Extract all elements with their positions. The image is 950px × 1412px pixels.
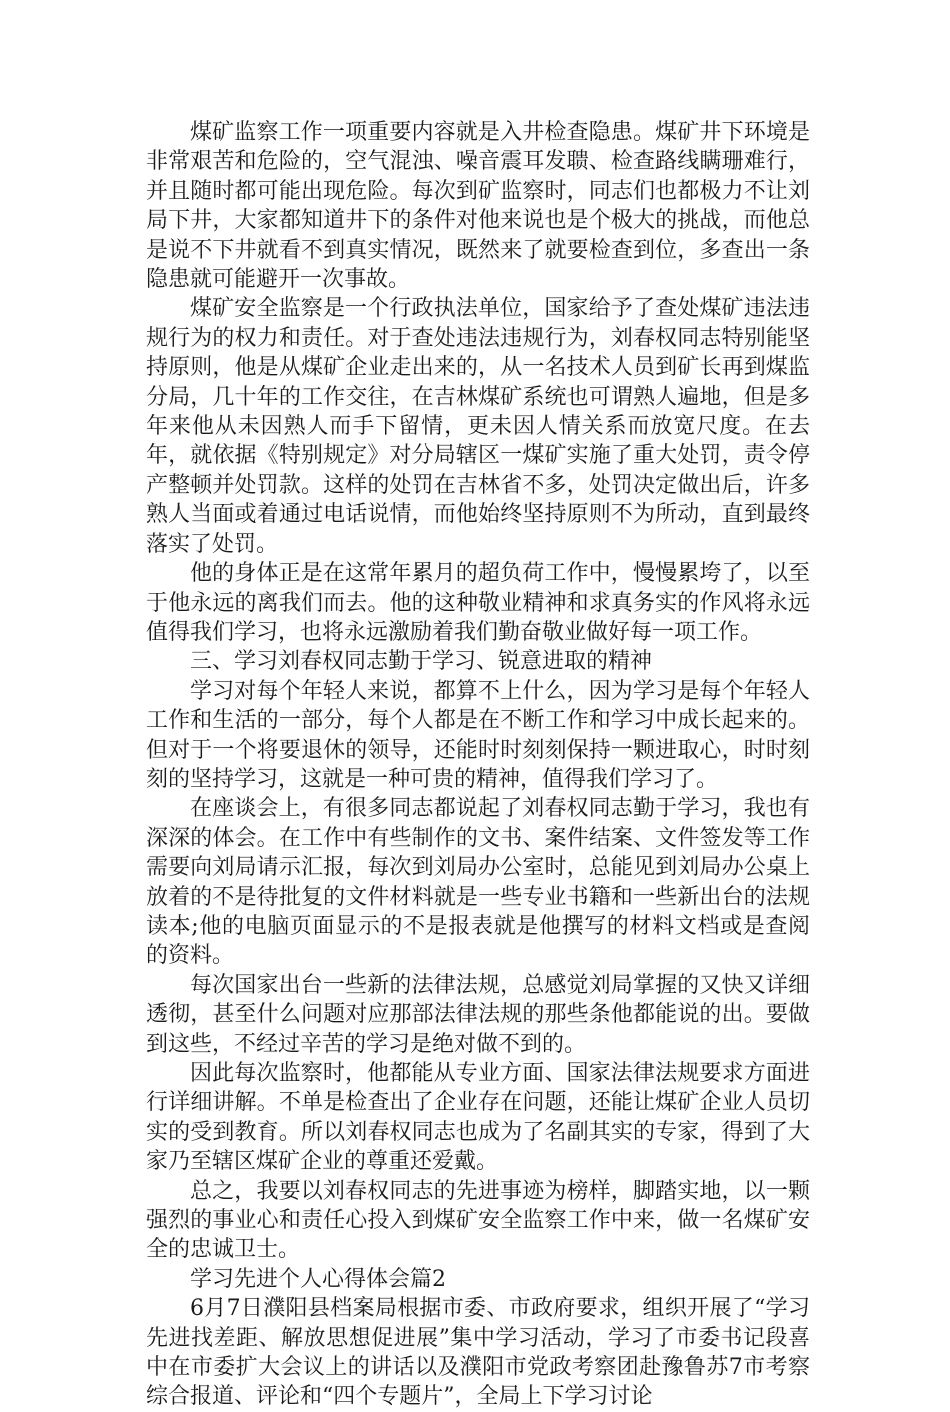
paragraph-9: 6月7日濮阳县档案局根据市委、市政府要求，组织开展了“学习先进找差距、解放思想促进展”集中学习活动，学习了市委书记段喜中在市委扩大会议上的讲话以及濮阳市党政考察团赴豫鲁苏7市考察综合报道、评论和“四个专题片”，全局上下学习讨论 — [146, 1296, 810, 1410]
section-heading-3: 三、学习刘春权同志勤于学习、锐意进取的精神 — [190, 649, 653, 675]
paragraph-5: 在座谈会上，有很多同志都说起了刘春权同志勤于学习，我也有深深的体会。在工作中有些制作的文书、案件结案、文件签发等工作需要向刘局请示汇报，每次到刘局办公室时，总能见到刘局办公桌上放着的不是待批复的文件材料就是一些专业书籍和一些新出台的法规读本;他的电脑页面显示的不是报表就是他撰写的材料文档或是查阅的资料。 — [146, 796, 810, 969]
paragraph-1: 煤矿监察工作一项重要内容就是入井检查隐患。煤矿井下环境是非常艰苦和危险的，空气混浊、噪音震耳发聩、检查路线瞒珊难行，并且随时都可能出现危险。每次到矿监察时，同志们也都极力不让刘局下井，大家都知道井下的条件对他来说也是个极大的挑战，而他总是说不下井就看不到真实情况，既然来了就要检查到位，多查出一条隐患就可能避开一次事故。 — [146, 120, 810, 293]
paragraph-2: 煤矿安全监察是一个行政执法单位，国家给予了查处煤矿违法违规行为的权力和责任。对于查处违法违规行为，刘春权同志特别能坚持原则，他是从煤矿企业走出来的，从一名技术人员到矿长再到煤监分局，几十年的工作交往，在吉林煤矿系统也可谓熟人遍地，但是多年来他从未因熟人而手下留情，更未因人情关系而放宽尺度。在去年，就依据《特别规定》对分局辖区一煤矿实施了重大处罚，责令停产整顿并处罚款。这样的处罚在吉林省不多，处罚决定做出后，许多熟人当面或着通过电话说情，而他始终坚持原则不为所动，直到最终落实了处罚。 — [146, 296, 810, 557]
paragraph-4: 学习对每个年轻人来说，都算不上什么，因为学习是每个年轻人工作和生活的一部分，每个人都是在不断工作和学习中成长起来的。但对于一个将要退休的领导，还能时时刻刻保持一颗进取心，时时刻刻的坚持学习，这就是一种可贵的精神，值得我们学习了。 — [146, 678, 810, 792]
paragraph-3: 他的身体正是在这常年累月的超负荷工作中，慢慢累垮了，以至于他永远的离我们而去。他的这种敬业精神和求真务实的作风将永远值得我们学习，也将永远激励着我们勤奋敬业做好每一项工作。 — [146, 561, 810, 645]
paragraph-6: 每次国家出台一些新的法律法规，总感觉刘局掌握的又快又详细透彻，甚至什么问题对应那部法律法规的那些条他都能说的出。要做到这些，不经过辛苦的学习是绝对做不到的。 — [146, 972, 810, 1057]
paragraph-8: 总之，我要以刘春权同志的先进事迹为榜样，脚踏实地，以一颗强烈的事业心和责任心投入到煤矿安全监察工作中来，做一名煤矿安全的忠诚卫士。 — [146, 1178, 810, 1263]
paragraph-7: 因此每次监察时，他都能从专业方面、国家法律法规要求方面进行详细讲解。不单是检查出了企业存在问题，还能让煤矿企业人员切实的受到教育。所以刘春权同志也成为了名副其实的专家，得到了大家乃至辖区煤矿企业的尊重还爱戴。 — [146, 1061, 810, 1175]
article-heading-2: 学习先进个人心得体会篇2 — [190, 1266, 446, 1292]
document-body — [146, 118, 810, 1412]
